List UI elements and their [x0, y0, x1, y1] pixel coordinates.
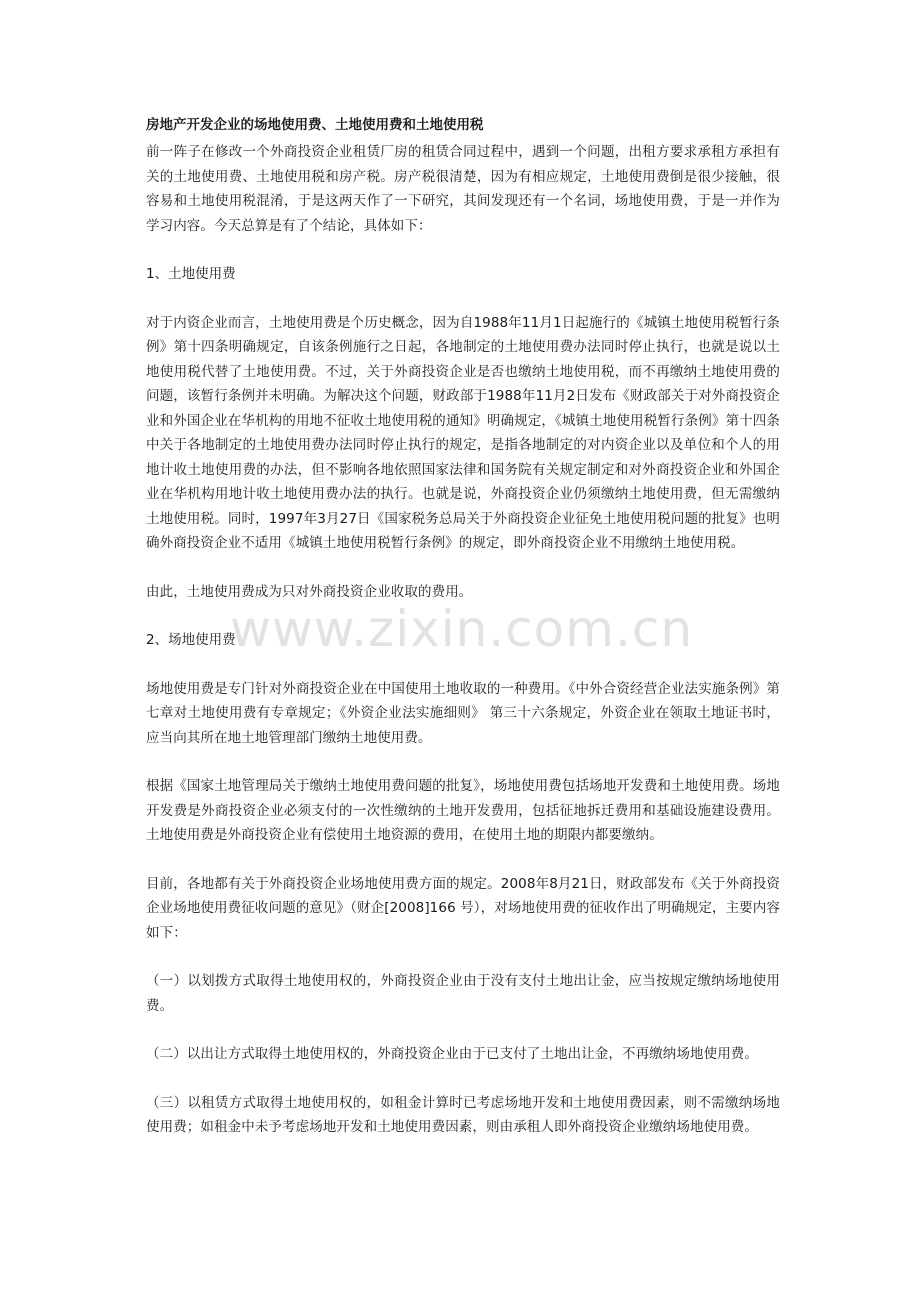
list-item-transfer: （二）以出让方式取得土地使用权的，外商投资企业由于已支付了土地出让金，不再缴纳场地使用费。	[146, 1046, 758, 1062]
list-item-allocation: （一）以划拨方式取得土地使用权的，外商投资企业由于没有支付土地出让金，应当按规定缴纳场地使用费。	[146, 973, 780, 1014]
section2-paragraph-3: 目前，各地都有关于外商投资企业场地使用费方面的规定。2008年8月21日，财政部发布《关于外商投资企业场地使用费征收问题的意见》（财企[2008]166 号），对场地使用费的征收作出了明确规定，主要内容如下：	[146, 875, 780, 941]
list-item-lease: （三）以租赁方式取得土地使用权的，如租金计算时已考虑场地开发和土地使用费因素，则不需缴纳场地使用费；如租金中未予考虑场地开发和土地使用费因素，则由承租人即外商投资企业缴纳场地使用费。	[146, 1094, 780, 1135]
section-heading-land-use-fee: 1、土地使用费	[146, 266, 236, 282]
section1-paragraph-2: 由此，土地使用费成为只对外商投资企业收取的费用。	[146, 583, 473, 600]
intro-paragraph: 前一阵子在修改一个外商投资企业租赁厂房的租赁合同过程中，遇到一个问题，出租方要求承租方承担有关的土地使用费、土地使用税和房产税。房产税很清楚，因为有相应规定，土地使用费倒是很少接触，很容易和土地使用税混淆，于是这两天作了一下研究，其间发现还有一个名词，场地使用费，于是一并作为学习内容。今天总算是有了个结论，具体如下：	[146, 144, 780, 234]
document-body	[146, 112, 780, 1164]
section1-paragraph-1: 对于内资企业而言，土地使用费是个历史概念，因为自1988年11月1日起施行的《城镇土地使用税暂行条例》第十四条明确规定，自该条例施行之日起，各地制定的土地使用费办法同时停止执行，也就是说以土地使用税代替了土地使用费。不过，关于外商投资企业是否也缴纳土地使用税，而不再缴纳土地使用费的问题，该暂行条例并未明确。为解决这个问题，财政部于1988年11月2日发布《财政部关于对外商投资企业和外国企业在华机构的用地不征收土地使用税的通知》明确规定，《城镇土地使用税暂行条例》第十四条中关于各地制定的土地使用费办法同时停止执行的规定，是指各地制定的对内资企业以及单位和个人的用地计收土地使用费的办法，但不影响各地依照国家法律和国务院有关规定制定和对外商投资企业和外国企业在华机构用地计收土地使用费办法的执行。也就是说，外商投资企业仍须缴纳土地使用费，但无需缴纳土地使用税。同时，1997年3月27日《国家税务总局关于外商投资企业征免土地使用税问题的批复》也明确外商投资企业不适用《城镇土地使用税暂行条例》的规定，即外商投资企业不用缴纳土地使用税。	[146, 314, 780, 551]
watermark: www.zixin.com.cn	[230, 600, 694, 658]
document-title: 房地产开发企业的场地使用费、土地使用费和土地使用税	[146, 117, 484, 133]
section-heading-site-use-fee: 2、场地使用费	[146, 632, 236, 648]
section2-paragraph-1: 场地使用费是专门针对外商投资企业在中国使用土地收取的一种费用。《中外合资经营企业法实施条例》第七章对土地使用费有专章规定；《外资企业法实施细则》 第三十六条规定，外资企业在领取土地证书时，应当向其所在地土地管理部门缴纳土地使用费。	[146, 680, 780, 746]
section2-paragraph-2: 根据《国家土地管理局关于缴纳土地使用费问题的批复》，场地使用费包括场地开发费和土地使用费。场地开发费是外商投资企业必须支付的一次性缴纳的土地开发费用，包括征地拆迁费用和基础设施建设费用。土地使用费是外商投资企业有偿使用土地资源的费用，在使用土地的期限内都要缴纳。	[146, 778, 780, 843]
